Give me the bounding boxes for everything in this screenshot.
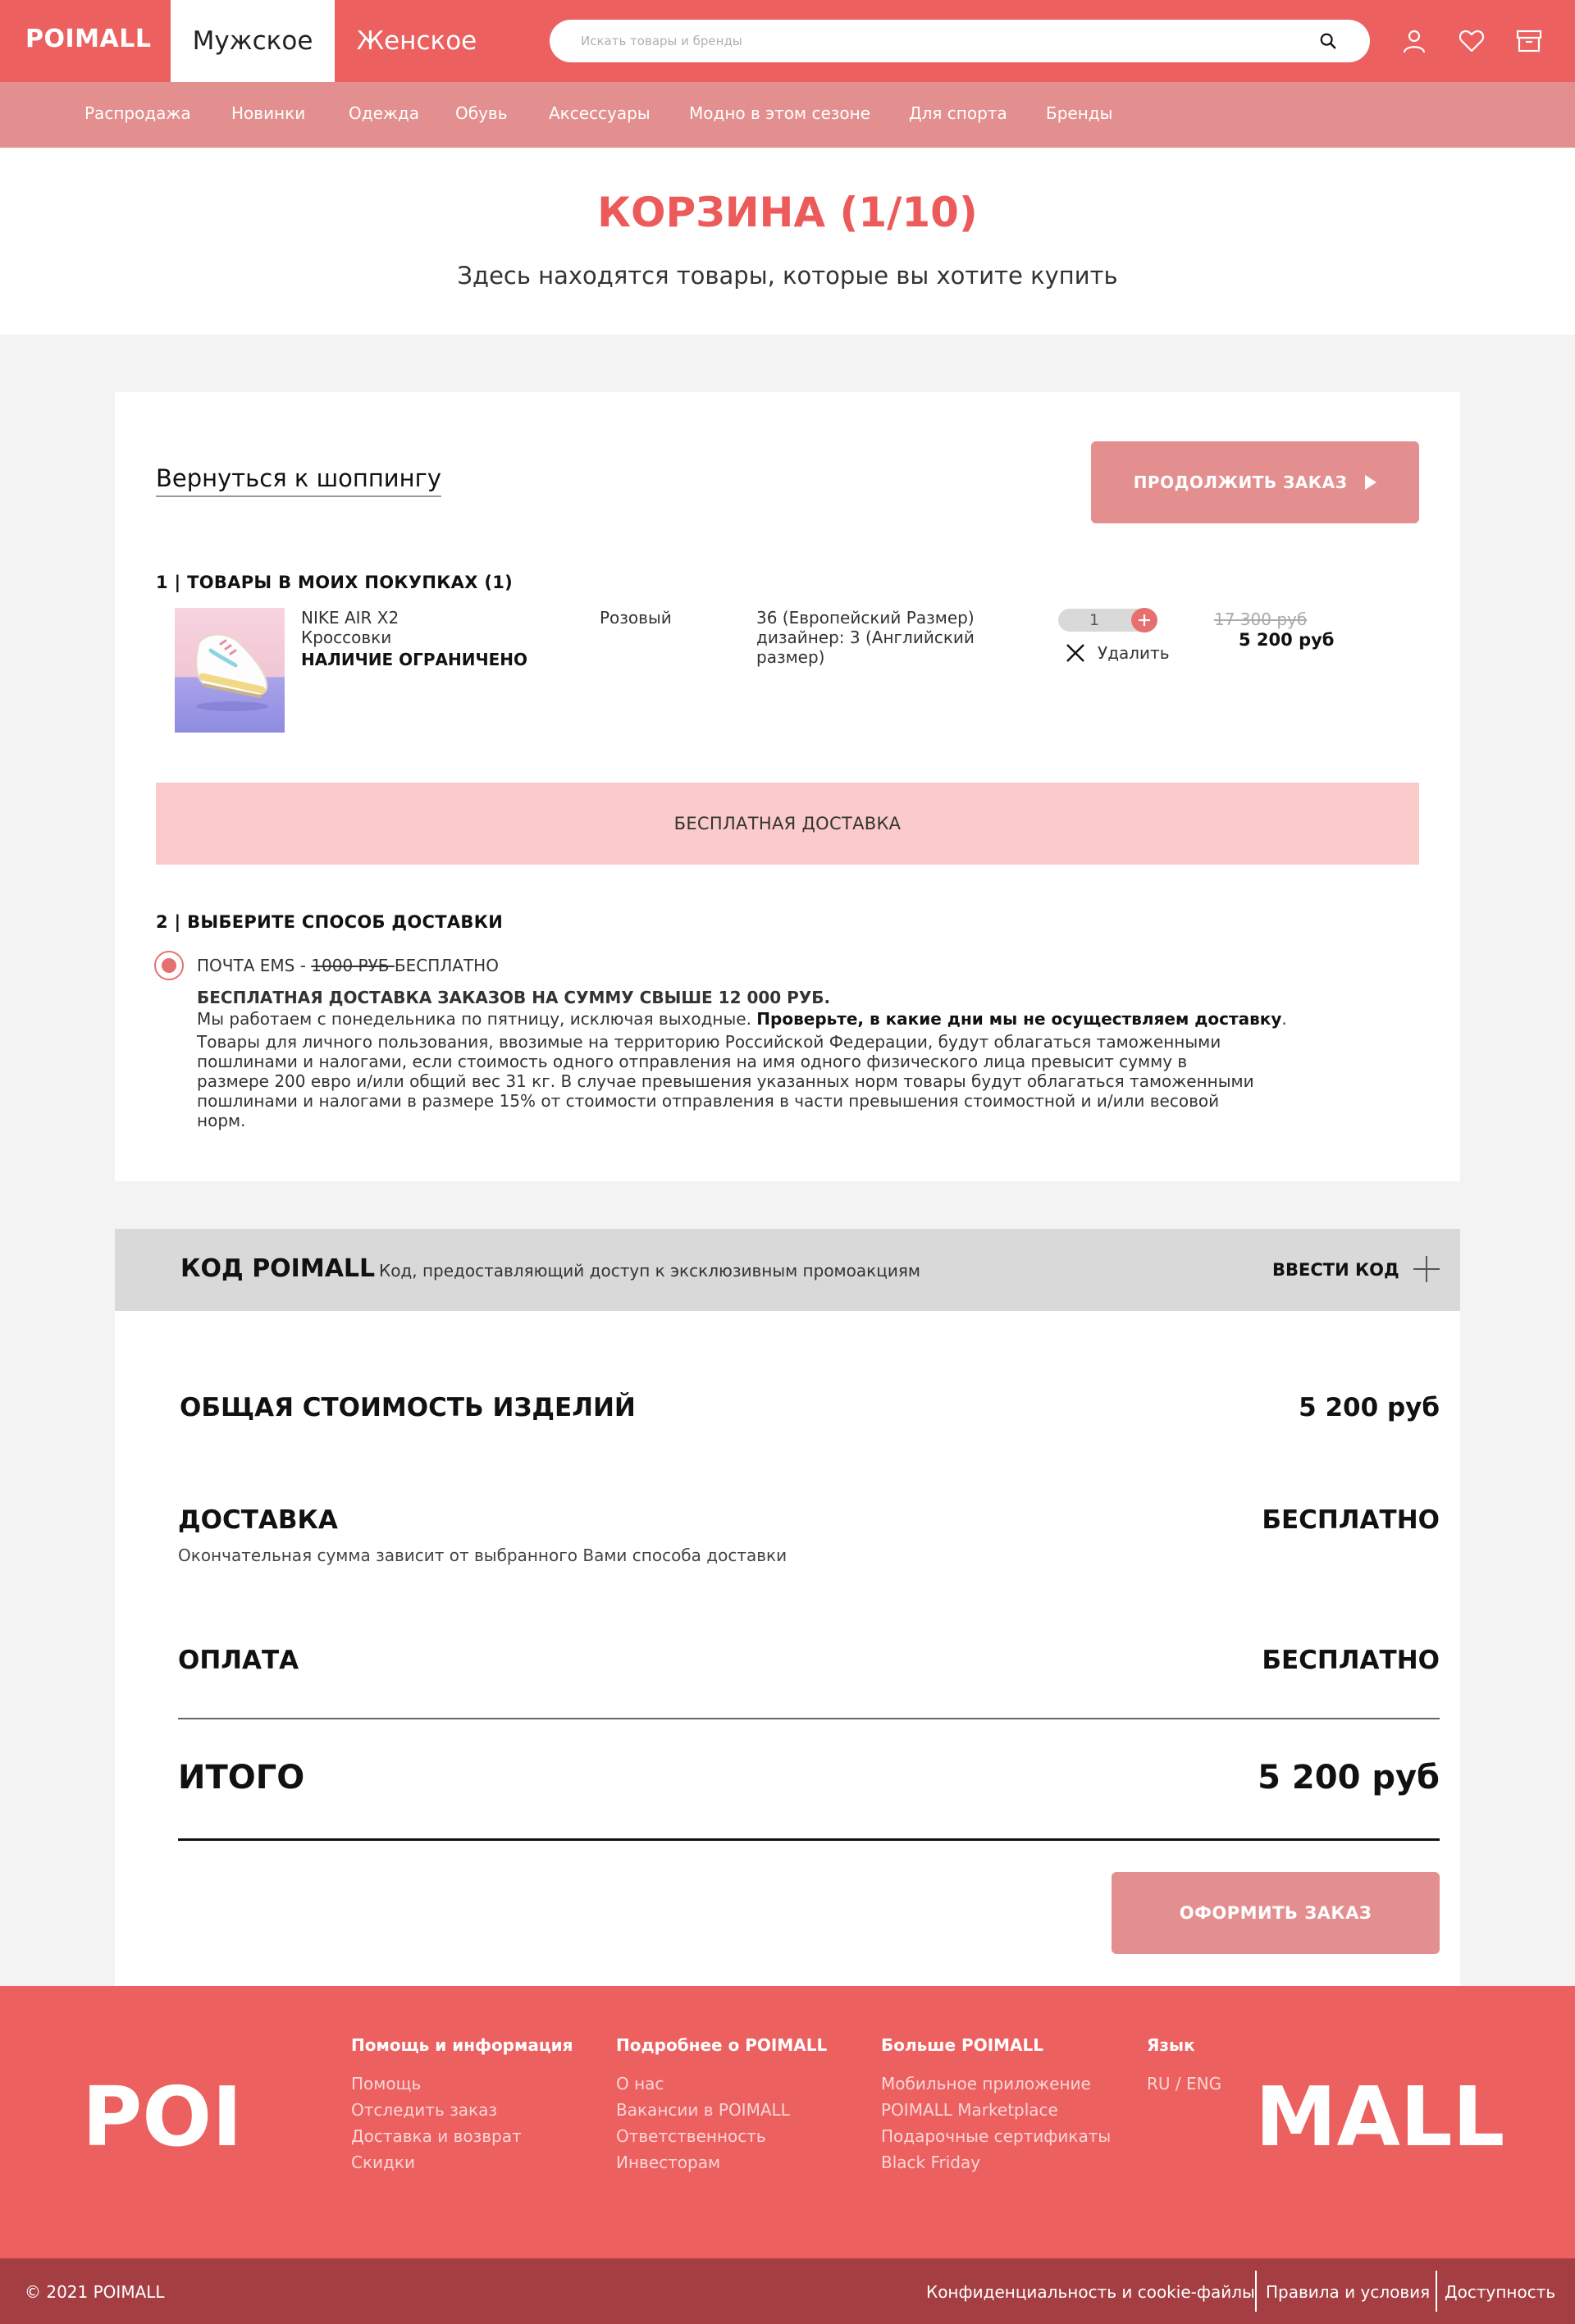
delivery-method: ПОЧТА EMS - bbox=[197, 956, 312, 975]
product-name[interactable]: NIKE AIR X2 bbox=[301, 608, 399, 628]
nav-item-accessories[interactable]: Аксессуары bbox=[549, 103, 651, 123]
promo-code-bar bbox=[115, 1229, 1460, 1311]
schedule-text: Мы работаем с понедельника по пятницу, исключая выходные. bbox=[197, 1009, 757, 1029]
footer-link[interactable]: Вакансии в POIMALL bbox=[616, 2100, 790, 2120]
footer-link[interactable]: POIMALL Marketplace bbox=[881, 2100, 1058, 2120]
footer-link[interactable]: Доставка и возврат bbox=[351, 2126, 522, 2146]
privacy-link[interactable]: Конфиденциальность и cookie-файлы bbox=[926, 2282, 1255, 2302]
checkout-button[interactable]: ОФОРМИТЬ ЗАКАЗ bbox=[1112, 1872, 1440, 1954]
promo-title: КОД POIMALL bbox=[180, 1254, 376, 1283]
divider bbox=[1436, 2271, 1437, 2312]
footer-col-help-title: Помощь и информация bbox=[351, 2035, 573, 2055]
customs-line-5: норм. bbox=[197, 1111, 246, 1130]
grand-total-label: ИТОГО bbox=[178, 1759, 305, 1797]
tab-women[interactable]: Женское bbox=[356, 26, 477, 56]
divider bbox=[178, 1838, 1440, 1841]
continue-order-label: ПРОДОЛЖИТЬ ЗАКАЗ bbox=[1133, 473, 1348, 492]
customs-line-3: размере 200 евро и/или общий вес 31 кг. В случае превышения указанных норм товары будут облагаться таможенными bbox=[197, 1071, 1254, 1091]
box-icon[interactable] bbox=[1515, 27, 1543, 55]
product-color: Розовый bbox=[600, 608, 672, 628]
footer-logo-right: MALL bbox=[1255, 2069, 1505, 2165]
delivery-option[interactable] bbox=[197, 956, 499, 975]
footer-link[interactable]: Помощь bbox=[351, 2074, 422, 2093]
product-size-line3: размер) bbox=[756, 647, 825, 667]
page-subtitle: Здесь находятся товары, которые вы хотите купить bbox=[457, 262, 1118, 290]
new-price: 5 200 руб bbox=[1239, 630, 1335, 650]
footer-link[interactable]: Инвесторам bbox=[616, 2153, 721, 2172]
play-icon bbox=[1365, 475, 1376, 490]
nav-item-sale[interactable]: Распродажа bbox=[84, 103, 191, 123]
nav-item-brands[interactable]: Бренды bbox=[1046, 103, 1113, 123]
nav-item-new[interactable]: Новинки bbox=[231, 103, 306, 123]
copyright: © 2021 POIMALL bbox=[25, 2282, 165, 2302]
language-switch[interactable]: RU / ENG bbox=[1147, 2074, 1222, 2093]
promo-description: Код, предоставляющий доступ к эксклюзивным промоакциям bbox=[379, 1261, 920, 1281]
tab-men[interactable]: Мужское bbox=[171, 0, 335, 82]
delivery-old-cost: 1000 РУБ bbox=[311, 956, 395, 975]
footer-bottom-bar bbox=[0, 2258, 1575, 2324]
items-total-value: 5 200 руб bbox=[1299, 1393, 1440, 1422]
product-size-line1: 36 (Европейский Размер) bbox=[756, 608, 975, 628]
customs-line-2: пошлинами и налогами, если стоимость одного отправления на имя одного физического лица превысит сумму в bbox=[197, 1052, 1188, 1071]
footer-col-more-title: Больше POIMALL bbox=[881, 2035, 1044, 2055]
grand-total-value: 5 200 руб bbox=[1258, 1759, 1440, 1797]
footer-link[interactable]: Подарочные сертификаты bbox=[881, 2126, 1112, 2146]
items-total-label: ОБЩАЯ СТОИМОСТЬ ИЗДЕЛИЙ bbox=[180, 1393, 636, 1422]
footer bbox=[0, 1986, 1575, 2258]
cart-card bbox=[115, 392, 1460, 1181]
old-price: 17 300 руб bbox=[1214, 610, 1308, 629]
delivery-new-cost: БЕСПЛАТНО bbox=[394, 956, 499, 975]
free-delivery-banner: БЕСПЛАТНАЯ ДОСТАВКА bbox=[156, 783, 1419, 865]
footer-logo-left: POI bbox=[82, 2069, 243, 2165]
nav-item-shoes[interactable]: Обувь bbox=[455, 103, 508, 123]
heart-icon[interactable] bbox=[1458, 27, 1486, 55]
footer-link[interactable]: Скидки bbox=[351, 2153, 415, 2172]
close-icon[interactable] bbox=[1065, 642, 1086, 664]
remove-item-link[interactable]: Удалить bbox=[1098, 643, 1170, 663]
free-delivery-note: БЕСПЛАТНАЯ ДОСТАВКА ЗАКАЗОВ НА СУММУ СВЫШЕ 12 000 РУБ. bbox=[197, 988, 831, 1007]
product-size-line2: дизайнер: 3 (Английский bbox=[756, 628, 975, 647]
schedule-link[interactable]: Проверьте, в какие дни мы не осуществляем доставку bbox=[756, 1009, 1282, 1029]
customs-line-4: пошлинами и налогами в размере 15% от стоимости отправления в части превышения стоимостной и и/или весовой bbox=[197, 1091, 1220, 1111]
payment-label: ОПЛАТА bbox=[178, 1646, 299, 1675]
cart-hero bbox=[0, 148, 1575, 335]
search-input[interactable] bbox=[581, 20, 1303, 62]
delivery-note: Окончательная сумма зависит от выбранного Вами способа доставки bbox=[178, 1546, 788, 1565]
footer-col-about-title: Подробнее о POIMALL bbox=[616, 2035, 828, 2055]
section-delivery-title: 2 | ВЫБЕРИТЕ СПОСОБ ДОСТАВКИ bbox=[156, 912, 504, 932]
customs-line-1: Товары для личного пользования, ввозимые на территорию Российской Федерации, будут облагаться таможенными bbox=[197, 1032, 1221, 1052]
footer-link[interactable]: Отследить заказ bbox=[351, 2100, 497, 2120]
schedule-end: . bbox=[1281, 1009, 1287, 1029]
search-icon[interactable] bbox=[1319, 32, 1337, 50]
quantity-value: 1 bbox=[1089, 611, 1100, 629]
terms-link[interactable]: Правила и условия bbox=[1266, 2282, 1431, 2302]
delivery-schedule bbox=[197, 1009, 1287, 1029]
back-to-shopping-link[interactable]: Вернуться к шоппингу bbox=[156, 464, 441, 497]
sneaker-icon bbox=[175, 608, 285, 733]
category-nav bbox=[0, 82, 1575, 148]
nav-item-trending[interactable]: Модно в этом сезоне bbox=[689, 103, 870, 123]
order-summary bbox=[115, 1311, 1460, 1986]
footer-link[interactable]: Мобильное приложение bbox=[881, 2074, 1091, 2093]
plus-icon[interactable] bbox=[1413, 1256, 1440, 1282]
footer-col-language-title: Язык bbox=[1147, 2035, 1195, 2055]
delivery-label: ДОСТАВКА bbox=[178, 1505, 338, 1535]
radio-dot bbox=[162, 958, 176, 973]
footer-link[interactable]: О нас bbox=[616, 2074, 664, 2093]
footer-link[interactable]: Ответственность bbox=[616, 2126, 766, 2146]
plus-icon[interactable] bbox=[1131, 608, 1157, 632]
nav-item-sport[interactable]: Для спорта bbox=[909, 103, 1007, 123]
search-box bbox=[550, 20, 1370, 62]
user-icon[interactable] bbox=[1400, 27, 1428, 55]
divider bbox=[1255, 2271, 1257, 2312]
section-cart-items-title: 1 | ТОВАРЫ В МОИХ ПОКУПКАХ (1) bbox=[156, 573, 514, 592]
enter-code-button[interactable]: ВВЕСТИ КОД bbox=[1272, 1260, 1399, 1280]
logo[interactable]: POIMALL bbox=[25, 25, 152, 53]
product-availability: НАЛИЧИЕ ОГРАНИЧЕНО bbox=[301, 650, 528, 669]
accessibility-link[interactable]: Доступность bbox=[1445, 2282, 1556, 2302]
payment-value: БЕСПЛАТНО bbox=[1262, 1646, 1440, 1675]
product-category: Кроссовки bbox=[301, 628, 392, 647]
continue-order-button[interactable] bbox=[1091, 441, 1419, 523]
delivery-value: БЕСПЛАТНО bbox=[1262, 1505, 1440, 1535]
nav-item-clothes[interactable]: Одежда bbox=[349, 103, 419, 123]
top-header bbox=[0, 0, 1575, 82]
delivery-radio[interactable] bbox=[154, 951, 184, 980]
divider bbox=[178, 1718, 1440, 1719]
footer-link[interactable]: Black Friday bbox=[881, 2153, 981, 2172]
page-title: КОРЗИНА (1/10) bbox=[597, 189, 978, 236]
product-image[interactable] bbox=[175, 608, 285, 733]
